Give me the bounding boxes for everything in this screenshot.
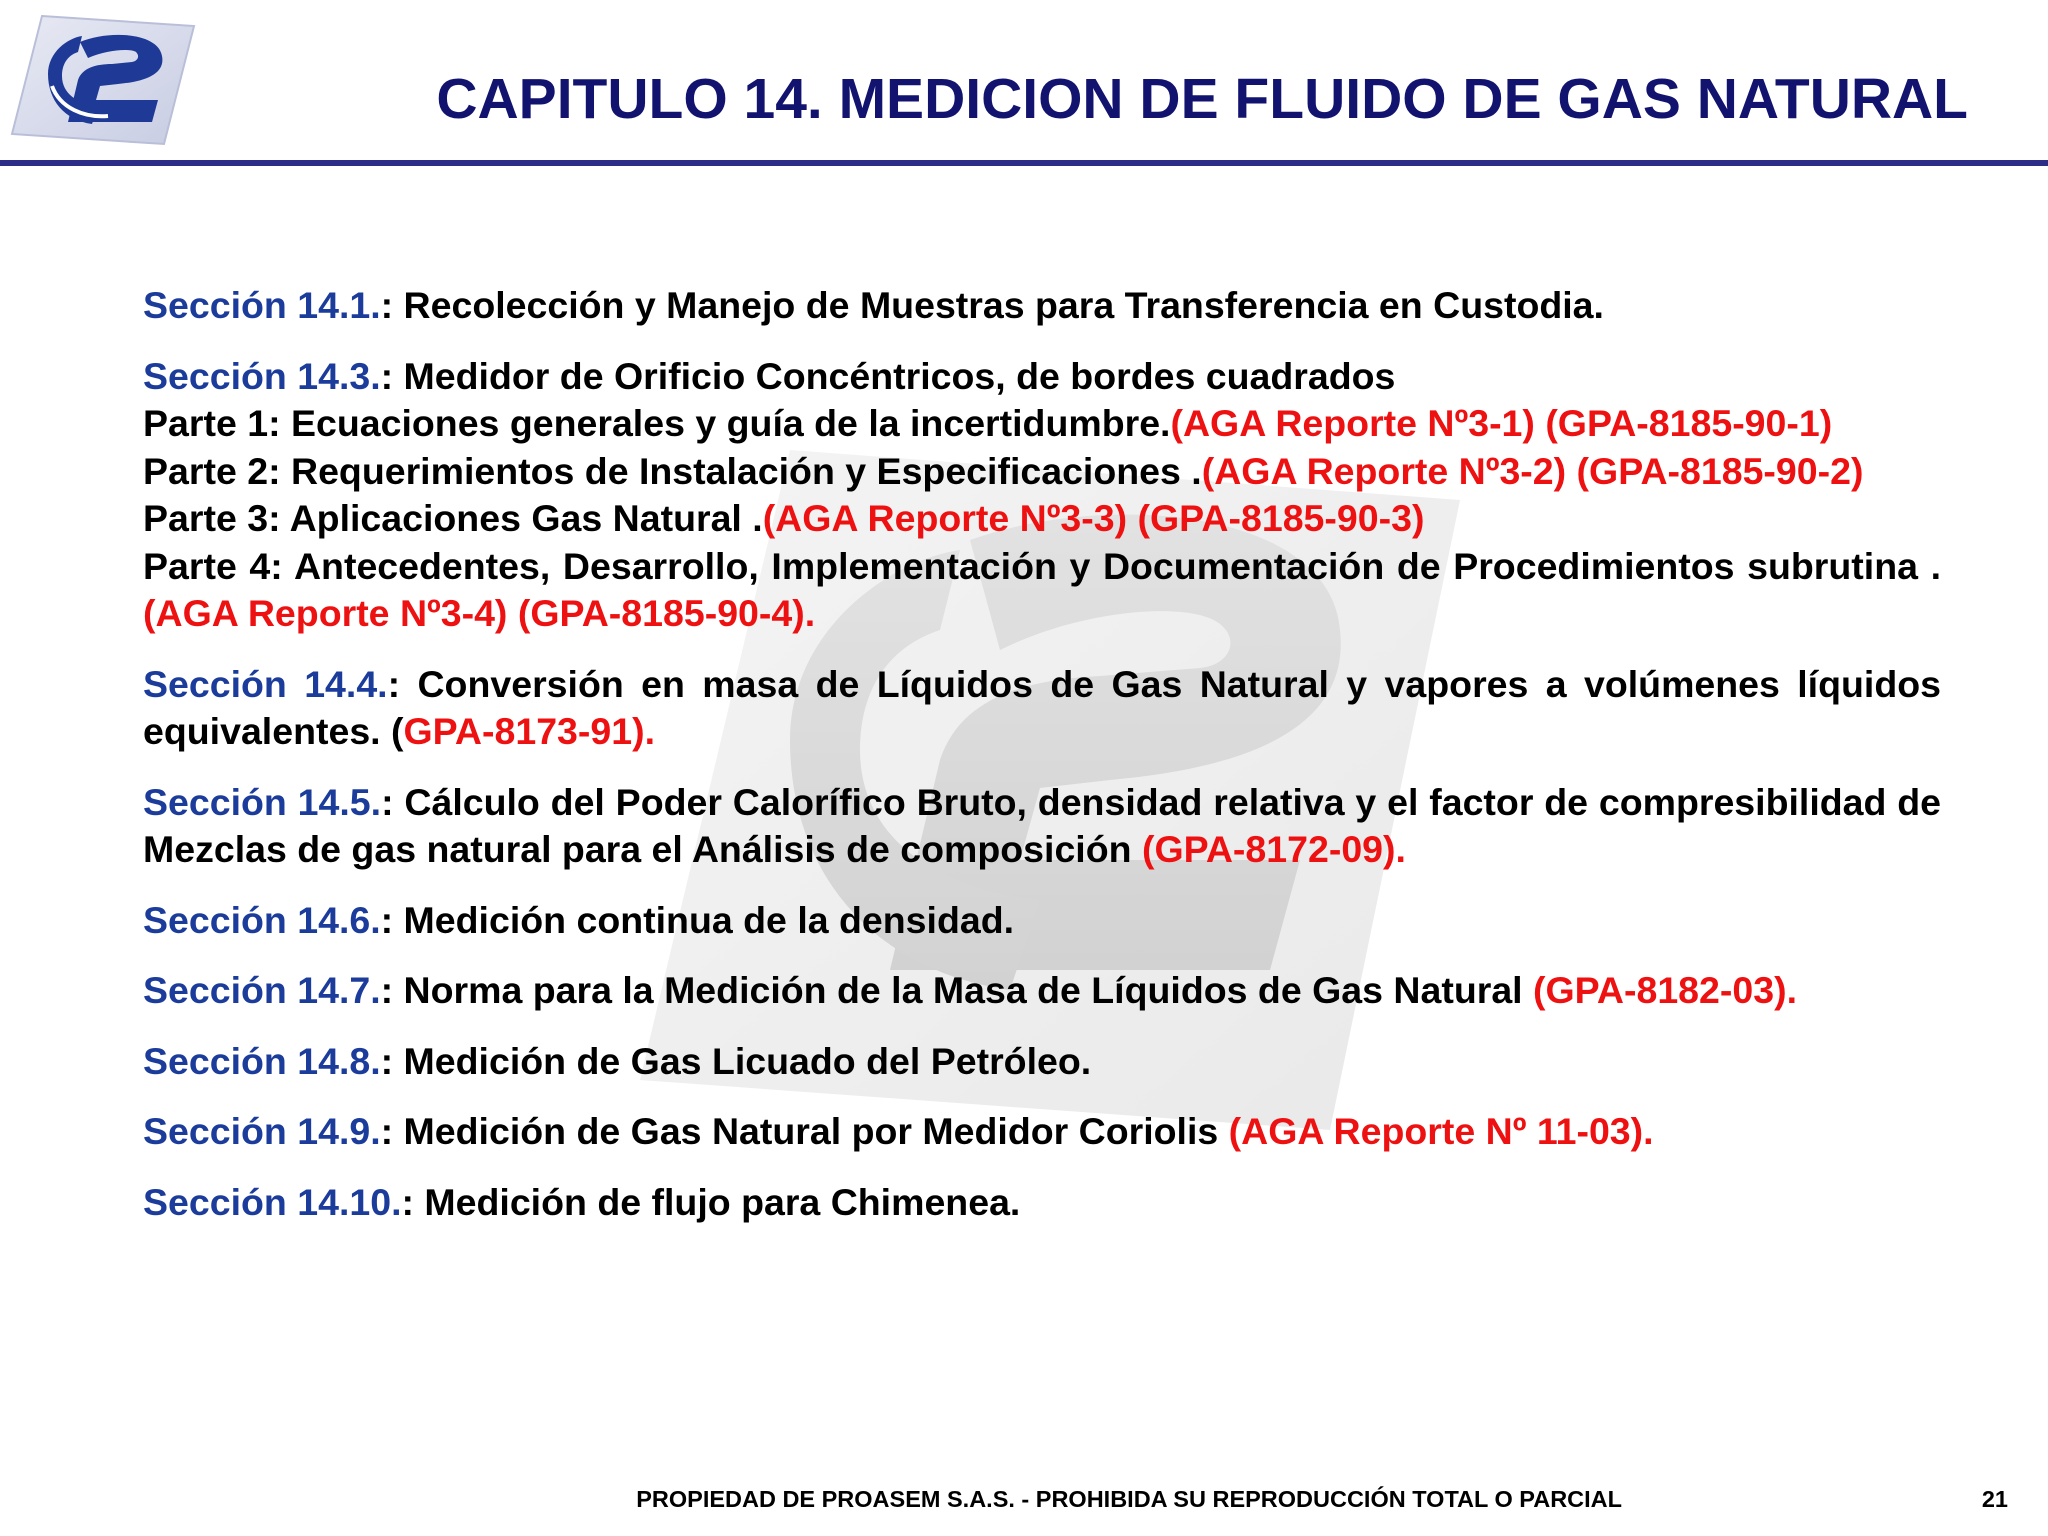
section-reference: (GPA-8172-09).	[1141, 828, 1406, 870]
section-text: : Recolección y Manejo de Muestras para Transferencia en Custodia.	[380, 284, 1604, 326]
part-text: Parte 4: Antecedentes, Desarrollo, Implementación y Documentación de Procedimientos subrutina .	[143, 544, 1941, 587]
part-reference: (AGA Reporte Nº3-3) (GPA-8185-90-3)	[762, 497, 1425, 539]
part-reference: (AGA Reporte Nº3-2) (GPA-8185-90-2)	[1201, 449, 1864, 492]
page-title: CAPITULO 14. MEDICION DE FLUIDO DE GAS NATURAL	[436, 67, 1968, 131]
section-14-8	[143, 1038, 1941, 1086]
part-text: Parte 3: Aplicaciones Gas Natural .	[143, 497, 763, 539]
section-text: : Medición continua de la densidad.	[380, 898, 1015, 941]
section-label: Sección 14.4.	[143, 662, 388, 705]
part-reference: (AGA Reporte Nº3-1) (GPA-8185-90-1)	[1170, 402, 1833, 444]
section-14-9	[143, 1108, 1941, 1156]
part-reference: (AGA Reporte Nº3-4) (GPA-8185-90-4).	[143, 592, 816, 634]
section-label: Sección 14.6.	[143, 898, 381, 941]
page-number: 21	[1981, 1486, 2008, 1512]
part-text: Parte 1: Ecuaciones generales y guía de la incertidumbre.	[143, 402, 1171, 444]
section-text: : Medición de Gas Natural por Medidor Coriolis	[380, 1110, 1229, 1152]
part-2	[143, 448, 1941, 496]
part-4	[143, 543, 1941, 638]
content-body	[143, 282, 1941, 1249]
header-divider	[0, 160, 2048, 166]
section-label: Sección 14.3.	[143, 354, 381, 397]
section-label: Sección 14.7.	[143, 969, 381, 1011]
section-text: : Norma para la Medición de la Masa de Líquidos de Gas Natural	[380, 969, 1534, 1011]
section-14-5	[143, 779, 1941, 874]
section-label: Sección 14.1.	[143, 284, 381, 326]
section-14-10	[143, 1179, 1941, 1227]
section-label: Sección 14.8.	[143, 1039, 381, 1082]
section-14-3	[143, 353, 1941, 638]
section-label: Sección 14.9.	[143, 1110, 381, 1152]
section-text: : Medición de Gas Licuado del Petróleo.	[380, 1039, 1092, 1082]
section-14-6	[143, 897, 1941, 945]
section-text: : Conversión en masa de Líquidos de Gas Natural y vapores a volúmenes líquidos equivalentes. (	[143, 662, 1942, 752]
part-3	[143, 495, 1941, 543]
section-14-1	[143, 282, 1941, 330]
section-text: : Medidor de Orificio Concéntricos, de bordes cuadrados	[380, 354, 1396, 397]
section-14-4	[143, 661, 1941, 756]
part-text: Parte 2: Requerimientos de Instalación y Especificaciones .	[143, 449, 1202, 492]
section-reference: (AGA Reporte Nº 11-03).	[1228, 1110, 1654, 1152]
section-label: Sección 14.10.	[143, 1180, 402, 1223]
section-14-7	[143, 967, 1941, 1015]
section-text: : Medición de flujo para Chimenea.	[401, 1180, 1021, 1223]
part-1	[143, 400, 1941, 448]
footer-copyright: PROPIEDAD DE PROASEM S.A.S. - PROHIBIDA SU REPRODUCCIÓN TOTAL O PARCIAL	[636, 1486, 1622, 1512]
section-text: : Cálculo del Poder Calorífico Bruto, densidad relativa y el factor de compresibilidad de Mezclas de gas natural para el Análisis de composición	[143, 780, 1942, 870]
section-reference: GPA-8173-91).	[403, 710, 656, 752]
section-reference: (GPA-8182-03).	[1533, 969, 1797, 1011]
section-label: Sección 14.5.	[143, 780, 382, 823]
